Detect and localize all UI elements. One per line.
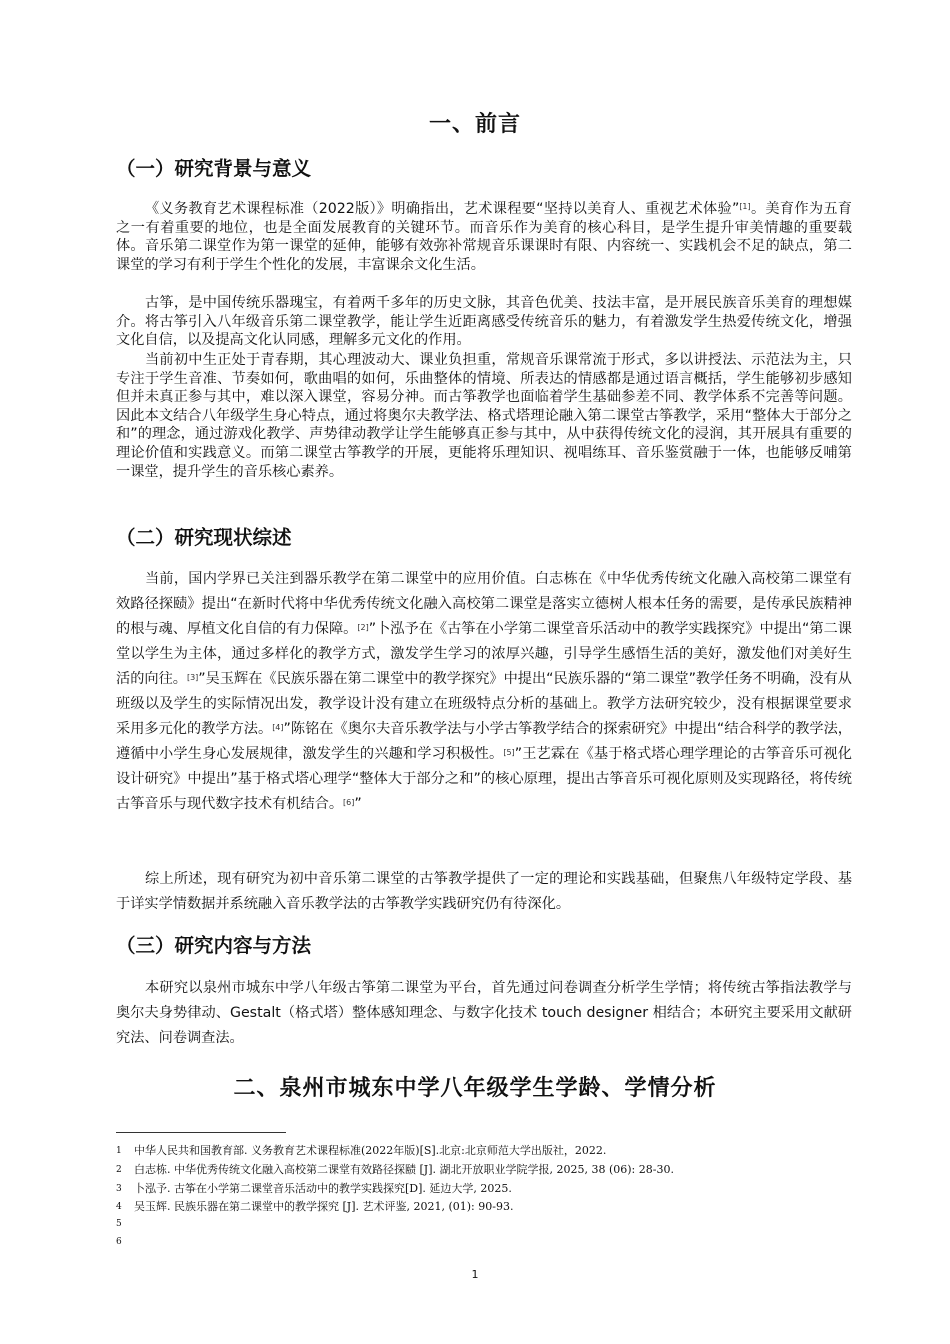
subsection-1-1-heading: （一）研究背景与意义 <box>116 157 312 180</box>
footnote-4-text: 吴玉辉. 民族乐器在第二课堂中的教学探究 [J]. 艺术评鉴, 2021, (01): 90-93. <box>134 1200 514 1213</box>
footnote-3 <box>116 1182 876 1196</box>
review-text-f: ” <box>354 796 362 812</box>
background-p1-text: 《义务教育艺术课程标准（2022版）》明确指出，艺术课程要“坚持以美育人、重视艺术体验” <box>145 201 740 217</box>
footnote-1 <box>116 1144 876 1158</box>
footnote-4 <box>116 1200 876 1214</box>
footnote-ref-5[interactable]: [5] <box>503 748 515 757</box>
footnote-ref-6[interactable]: [6] <box>343 798 355 807</box>
footnote-ref-3[interactable]: [3] <box>186 673 199 682</box>
review-text-b: ”卜泓予在《古筝在小学第二课堂音乐活动中的教学实践探究》中提出“第二课堂以学生为主体，通过多样化的教学方式，激发学生学习的浓厚兴趣，引导学生感悟生活的美好，激发他们对美好生活的向往。 <box>116 621 852 687</box>
footnote-3-mark: 3 <box>116 1184 122 1194</box>
review-summary-paragraph: 综上所述，现有研究为初中音乐第二课堂的古筝教学提供了一定的理论和实践基础，但聚焦八年级特定学段、基于详实学情数据并系统融入音乐教学法的古筝教学实践研究仍有待深化。 <box>116 871 852 912</box>
footnote-6 <box>116 1235 876 1249</box>
background-paragraph-1 <box>116 200 852 274</box>
methods-paragraph: 本研究以泉州市城东中学八年级古筝第二课堂为平台，首先通过问卷调查分析学生学情；将传统古筝指法教学与奥尔夫身势律动、Gestalt（格式塔）整体感知理念、与数字化技术 touch designer 相结合；本研究主要采用文献研究法、问卷调查法。 <box>116 980 852 1046</box>
footnote-6-mark: 6 <box>116 1237 122 1247</box>
footnote-2-mark: 2 <box>116 1165 122 1175</box>
subsection-1-2-heading: （二）研究现状综述 <box>116 526 292 549</box>
review-text-e: ”王艺霖在《基于格式塔心理学理论的古筝音乐可视化设计研究》中提出”基于格式塔心理学“整体大于部分之和”的核心原理，提出古筝音乐可视化原则及实现路径，将传统古筝音乐与现代数字技术有机结合。 <box>116 746 852 812</box>
review-text-c: ”吴玉辉在《民族乐器在第二课堂中的教学探究》中提出“民族乐器的“第二课堂”教学任务不明确，没有从班级以及学生的实际情况出发，教学设计没有建立在班级特点分析的基础上。教学方法研究较少，没有根据课堂要求采用多元化的教学方法。 <box>116 671 852 737</box>
review-text-d: ”陈铭在《奥尔夫音乐教学法与小学古筝教学结合的探索研究》中提出“结合科学的教学法，遵循中小学生身心发展规律，激发学生的兴趣和学习积极性。 <box>116 721 852 762</box>
background-paragraph-2: 古筝，是中国传统乐器瑰宝，有着两千多年的历史文脉，其音色优美、技法丰富，是开展民族音乐美育的理想媒介。将古筝引入八年级音乐第二课堂教学，能让学生近距离感受传统音乐的魅力，有着激发学生热爱传统文化，增强文化自信，以及提高文化认同感，理解多元文化的作用。 <box>116 295 852 349</box>
footnote-ref-2[interactable]: [2] <box>357 623 369 632</box>
footnote-5 <box>116 1217 876 1231</box>
background-paragraph-3: 当前初中生正处于青春期，其心理波动大、课业负担重，常规音乐课常流于形式，多以讲授法、示范法为主，只专注于学生音准、节奏如何，歌曲唱的如何，乐曲整体的情境、所表达的情感都是通过语言概括，学生能够初步感知但并未真正参与其中，难以深入课堂，容易分神。而古筝教学也面临着学生基础参差不同、教学体系不完善等问题。因此本文结合八年级学生身心特点，通过将奥尔夫教学法、格式塔理论融入第二课堂古筝教学，采用“整体大于部分之和”的理念，通过游戏化教学、声势律动教学让学生能够真正参与其中，从中获得传统文化的浸润，其开展具有重要的理论价值和实践意义。而第二课堂古筝教学的开展，更能将乐理知识、视唱练耳、音乐鉴赏融于一体，也能够反哺第一课堂，提升学生的音乐核心素养。 <box>116 352 852 480</box>
subsection-1-3-heading: （三）研究内容与方法 <box>116 934 312 957</box>
background-p1-rest: 。美育作为五育之一有着重要的地位，也是全面发展教育的关键环节。而音乐作为美育的核心科目，是学生提升审美情趣的重要载体。音乐第二课堂作为第一课堂的延伸，能够有效弥补常规音乐课课时有限、内容统一、实践机会不足的缺点，第二课堂的学习有利于学生个性化的发展，丰富课余文化生活。 <box>116 201 852 273</box>
review-text-a: 当前，国内学界已关注到器乐教学在第二课堂中的应用价值。白志栋在《中华优秀传统文化融入高校第二课堂有效路径探赜》提出“在新时代将中华优秀传统文化融入高校第二课堂是落实立德树人根本任务的需要，是传承民族精神的根与魂、厚植文化自信的有力保障。 <box>116 571 852 637</box>
footnote-ref-1[interactable]: [1] <box>739 202 751 211</box>
footnote-ref-4[interactable]: [4] <box>272 723 284 732</box>
section-1-heading: 一、前言 <box>428 112 521 137</box>
footnote-divider <box>116 1132 286 1133</box>
footnote-3-text: 卜泓予. 古筝在小学第二课堂音乐活动中的教学实践探究[D]. 延边大学, 2025. <box>134 1182 512 1195</box>
page-number: 1 <box>471 1268 479 1281</box>
footnote-5-mark: 5 <box>116 1219 122 1229</box>
footnote-1-text: 中华人民共和国教育部. 义务教育艺术课程标准(2022年版)[S].北京:北京师范大学出版社，2022. <box>134 1144 607 1157</box>
review-paragraph <box>116 567 852 817</box>
footnote-1-mark: 1 <box>116 1146 122 1156</box>
footnote-2 <box>116 1163 876 1177</box>
footnote-4-mark: 4 <box>116 1202 122 1212</box>
footnote-2-text: 白志栋. 中华优秀传统文化融入高校第二课堂有效路径探赜 [J]. 湖北开放职业学院学报, 2025, 38 (06): 28-30. <box>134 1163 674 1176</box>
section-2-heading: 二、泉州市城东中学八年级学生学龄、学情分析 <box>233 1076 717 1101</box>
